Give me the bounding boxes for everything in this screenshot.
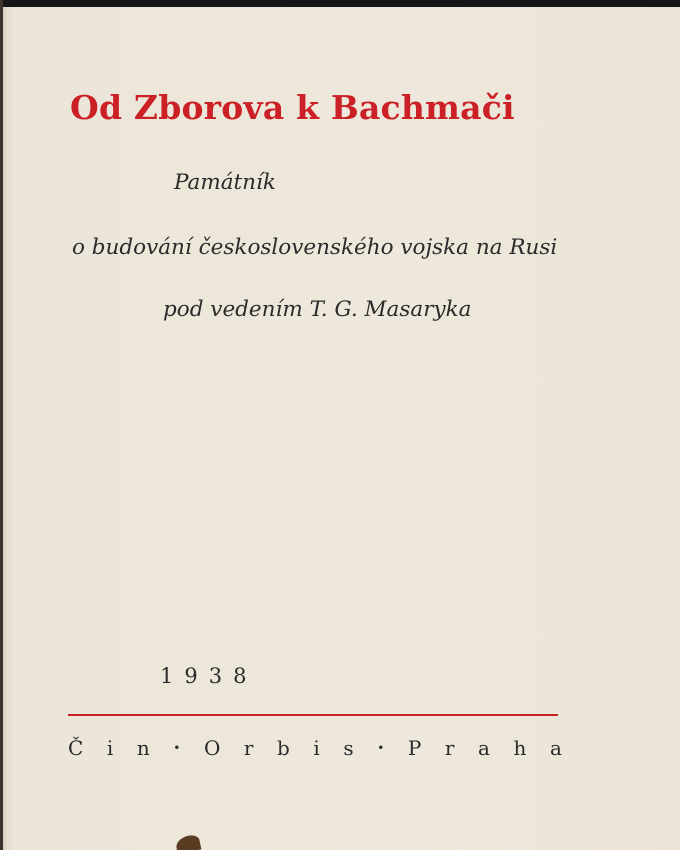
imprint-char: a [478, 736, 490, 760]
subtitle-line-3: pod vedením T. G. Masaryka [163, 297, 472, 322]
imprint-char: i [313, 736, 320, 760]
imprint-char: n [136, 736, 150, 760]
top-book-edge [0, 0, 680, 7]
imprint-separator: • [173, 741, 181, 755]
imprint-char: r [444, 736, 455, 760]
imprint-char: i [106, 736, 114, 760]
subtitle-line-2: o budování československého vojska na Rusi [72, 235, 558, 260]
imprint-char: a [549, 736, 562, 760]
publication-year: 1938 [160, 664, 258, 688]
imprint-char: Č [68, 736, 84, 760]
spine-shadow [0, 0, 3, 850]
imprint-separator: • [377, 741, 385, 755]
paper-stain [175, 834, 202, 850]
imprint-char: O [203, 736, 221, 760]
imprint-char: s [343, 736, 354, 760]
imprint-char: b [277, 736, 290, 760]
imprint-char: h [513, 736, 527, 760]
subtitle-line-1: Památník [174, 170, 276, 195]
book-title: Od Zborova k Bachmači [70, 88, 515, 127]
divider-rule [68, 714, 558, 716]
publisher-imprint [68, 736, 562, 760]
imprint-char: r [243, 736, 254, 760]
imprint-char: P [407, 736, 422, 760]
